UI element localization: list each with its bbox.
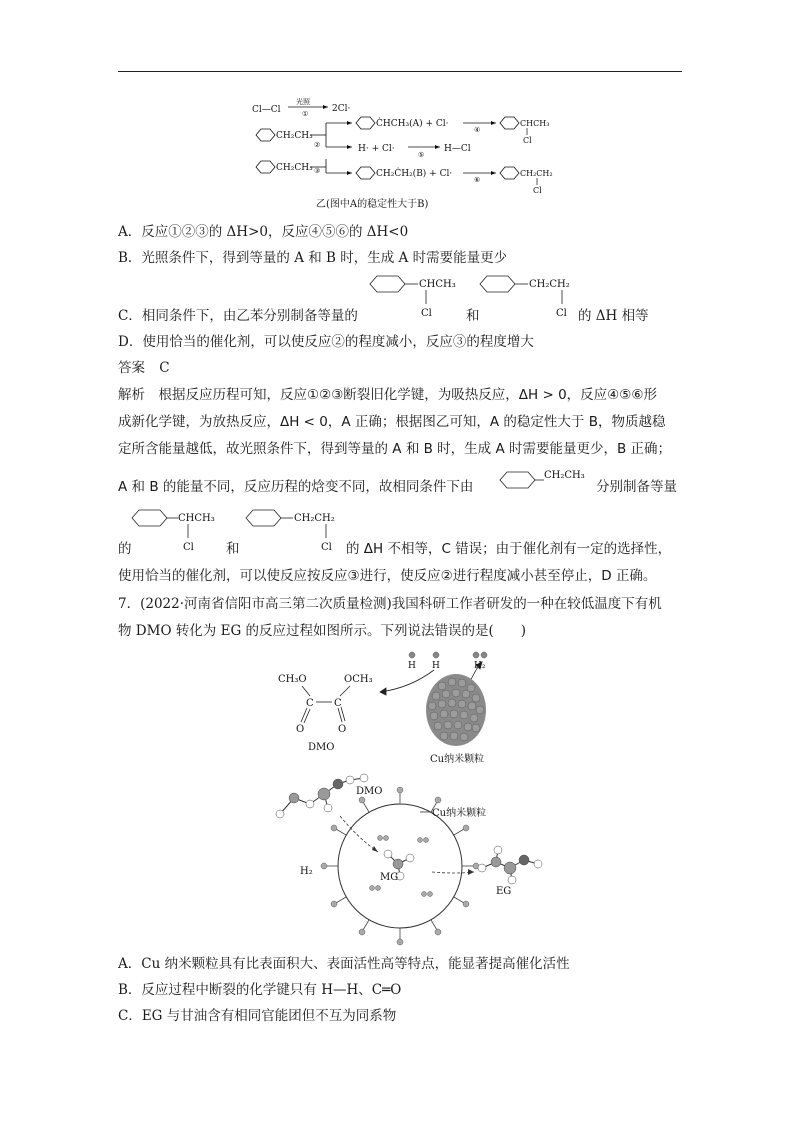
analysis-l5-post: 的 ΔH 不相等，C 错误；由于催化剂有一定的选择性， [346, 541, 672, 557]
answer-label: 答案 [118, 360, 145, 376]
step2-label: ② [314, 141, 321, 149]
dmo-c1: C [306, 698, 314, 709]
product-a-text: CHCH₃ [520, 119, 550, 128]
option-d-prev: D．使用恰当的催化剂，可以使反应②的程度减小，反应③的程度增大 [118, 334, 534, 350]
struct2-cl: Cl [556, 308, 567, 319]
analysis-ethylbenzene [496, 462, 596, 492]
dmo-o1: O [296, 724, 305, 735]
radical-b-text: CH₂ĊH₂(B) + Cl· [376, 169, 453, 179]
benzene-ring [256, 129, 275, 141]
dmo-o2: O [338, 724, 347, 735]
h-atom-2: H [432, 661, 440, 671]
option-c-post: 的 ΔH 相等 [578, 308, 649, 324]
option-c-and: 和 [466, 308, 480, 324]
cu-nanoparticle [426, 674, 486, 746]
step6-label: ⑥ [474, 176, 481, 184]
two-cl-text: 2Cl· [332, 104, 351, 114]
struct2-top: CH₂CH₂ [529, 279, 570, 290]
product-b-text: CH₂CH₂ [520, 169, 553, 178]
dmo-och3: OCH₃ [344, 674, 373, 685]
q7-line2: 物 DMO 转化为 EG 的反应过程如图所示。下列说法错误的是( ) [118, 623, 527, 639]
cu-label-top: Cu纳米颗粒 [430, 754, 485, 765]
reaction-scheme [248, 95, 558, 215]
ethylbenzene-text-2: CH₂CH₃ [276, 163, 313, 173]
analysis-l2: 成新化学键，为放热反应，ΔH < 0，A 正确；根据图乙可知，A 的稳定性大于 B，物质越稳 [118, 414, 666, 430]
product-b-cl: Cl [533, 186, 542, 195]
radical-a-text: ĊHCH₃(A) + Cl· [376, 119, 449, 129]
h2-label-bottom: H₂ [300, 866, 313, 877]
option-b-prev: B．光照条件下，得到等量的 A 和 B 时，生成 A 时需要能量更少 [118, 250, 508, 266]
answer-line [118, 356, 170, 376]
analysis-l5-pre: 的 [118, 541, 132, 557]
struct1-cl: Cl [421, 308, 432, 319]
step5-label: ⑤ [418, 151, 425, 159]
analysis-struct2-top: CH₂CH₂ [294, 513, 335, 524]
dmo-label: DMO [308, 742, 335, 753]
struct1-top: CHCH₃ [419, 279, 456, 290]
analysis-l5-and: 和 [226, 541, 240, 557]
analysis-structures [128, 502, 368, 556]
mg-label: MG [380, 872, 399, 883]
eg-label: EG [496, 886, 512, 897]
h-cl-radicals: H· + Cl· [358, 144, 395, 154]
analysis-ethylbenzene-text: CH₂CH₃ [544, 470, 585, 481]
option-c-structures [366, 266, 606, 322]
analysis-l6: 使用恰当的催化剂，可以使反应按反应③进行，使反应②进行程度减小甚至停止，D 正确。 [118, 568, 657, 584]
analysis-l4-pre: A 和 B 的能量不同，反应历程的焓变不同，故相同条件下由 [118, 479, 474, 495]
analysis-l4-post: 分别制备等量 [596, 479, 677, 495]
dmo-label-bottom: DMO [356, 786, 383, 797]
cu-label-bottom: Cu纳米颗粒 [432, 808, 487, 819]
product-a-cl: Cl [523, 136, 532, 145]
analysis-struct1-cl: Cl [183, 542, 194, 553]
h-atom-1: H [408, 661, 416, 671]
clcl-text: Cl—Cl [252, 105, 281, 115]
step1-label: ① [302, 110, 309, 118]
dmo-c2: C [334, 698, 342, 709]
hcl-text: H—Cl [444, 144, 471, 154]
option-a-prev: A．反应①②③的 ΔH>0，反应④⑤⑥的 ΔH<0 [118, 224, 409, 240]
fig-reaction-process [260, 768, 560, 950]
q7-line1: 7．(2022·河南省信阳市高三第二次质量检测)我国科研工作者研发的一种在较低温度下有机 [118, 596, 662, 612]
ethylbenzene-text: CH₂CH₃ [276, 131, 313, 141]
step3-label: ③ [314, 167, 321, 175]
fig-dmo-cu [270, 648, 540, 768]
option-c-prev-pre: C．相同条件下，由乙苯分别制备等量的 [118, 308, 358, 324]
h2-molecule: H₂ [474, 661, 486, 671]
analysis-struct2-cl: Cl [321, 542, 332, 553]
scheme-caption: 乙(图中A的稳定性大于B) [316, 199, 429, 210]
dmo-ch3o: CH₃O [278, 674, 307, 685]
analysis-struct1-top: CHCH₃ [178, 513, 215, 524]
q7-option-c: C．EG 与甘油含有相同官能团但不互为同系物 [118, 1008, 397, 1024]
answer-value: C [159, 360, 170, 376]
q7-option-b: B．反应过程中断裂的化学键只有 H—H、C═O [118, 982, 402, 998]
analysis-l1: 解析 根据反应历程可知，反应①②③断裂旧化学键，为吸热反应，ΔH > 0，反应④⑤⑥形 [118, 387, 657, 403]
q7-option-a: A．Cu 纳米颗粒具有比表面积大、表面活性高等特点，能显著提高催化活性 [118, 956, 570, 972]
step4-label: ④ [474, 126, 481, 134]
header-rule [118, 71, 682, 72]
analysis-l3: 定所含能量越低，故光照条件下，得到等量的 A 和 B 时，生成 A 时需要能量更少，B 正确； [118, 441, 672, 457]
light-text: 光照 [296, 98, 310, 106]
